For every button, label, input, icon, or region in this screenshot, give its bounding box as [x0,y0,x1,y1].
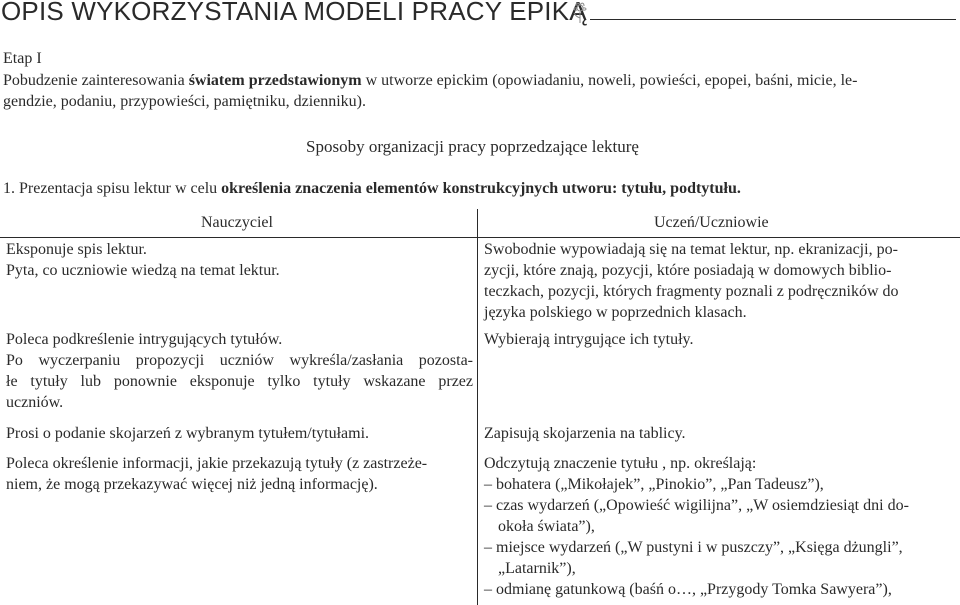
students-column-header: Uczeń/Uczniowie [654,214,769,231]
students-cell-3: Zapisują skojarzenia na tablicy. [484,425,686,442]
intro-emphasis: światem przedstawionym [188,72,362,89]
teacher-column-header: Nauczyciel [201,214,273,231]
header-divider-right [477,237,960,238]
page-title: OPIS WYKORZYSTANIA MODELI PRACY EPIKĄ [1,0,587,26]
teacher-cell-1: Eksponuje spis lektur. Pyta, co uczniowie wiedzą na temat lektur. [6,241,280,279]
point-1: 1. Prezentacja spisu lektur w celu określenia znaczenia elementów konstrukcyjnych utworu: tytułu, podtytułu. [3,180,741,197]
intro-paragraph [3,70,857,112]
teacher-cell-3: Prosi o podanie skojarzeń z wybranym tytułem/tytułami. [6,425,370,442]
teacher-cell-2: Poleca podkreślenie intrygujących tytułów. Po wyczerpaniu propozycji uczniów wykreśla/zasłania pozosta- łe tytuły lub ponownie eksponuje tylko tytuły wskazane przez uczniów. [6,331,473,411]
point-1-emphasis: określenia znaczenia elementów konstrukcyjnych utworu: tytułu, podtytułu. [221,180,741,197]
header-divider-left [0,237,477,238]
intro-line-1: Pobudzenie zainteresowania światem przedstawionym w utworze epickim (opowiadaniu, noweli, powieści, epopei, baśni, micie, le- [3,72,858,89]
header-rule [590,19,956,20]
column-divider [477,209,478,605]
stage-label: Etap I [3,50,42,67]
page-header [0,0,960,30]
students-cell-2: Wybierają intrygujące ich tytuły. [484,331,694,348]
section-subheading: Sposoby organizacji pracy poprzedzające lekturę [306,137,639,156]
teacher-cell-4: Poleca określenie informacji, jakie przekazują tytuły (z zastrzeże- niem, że mogą przekazywać więcej niż jedną informację). [6,455,428,493]
flower-icon [571,2,589,24]
students-cell-4: Odczytują znaczenie tytułu , np. określają: – bohatera („Mikołajek”, „Pinokio”, „Pan Tadeusz”), – czas wydarzeń („Opowieść wigilijna”, „W osiemdziesiąt dni do- okoła świata”), – miejsce wydarzeń („W pustyni i w puszczy”, „Księga dżungli”, „Latarnik”), – odmianę gatunkową (baśń o…, „Przygody Tomka Sawyera”), [484,455,909,598]
intro-line-2: gendzie, podaniu, przypowieści, pamiętniku, dzienniku). [3,93,367,110]
students-cell-1: Swobodnie wypowiadają się na temat lektur, np. ekranizacji, po- zycji, które znają, pozycji, które posiadają w domowych biblio- teczkach, pozycji, których fragmenty poznali z podręczników do języka polskiego w poprzednich klasach. [484,241,899,321]
